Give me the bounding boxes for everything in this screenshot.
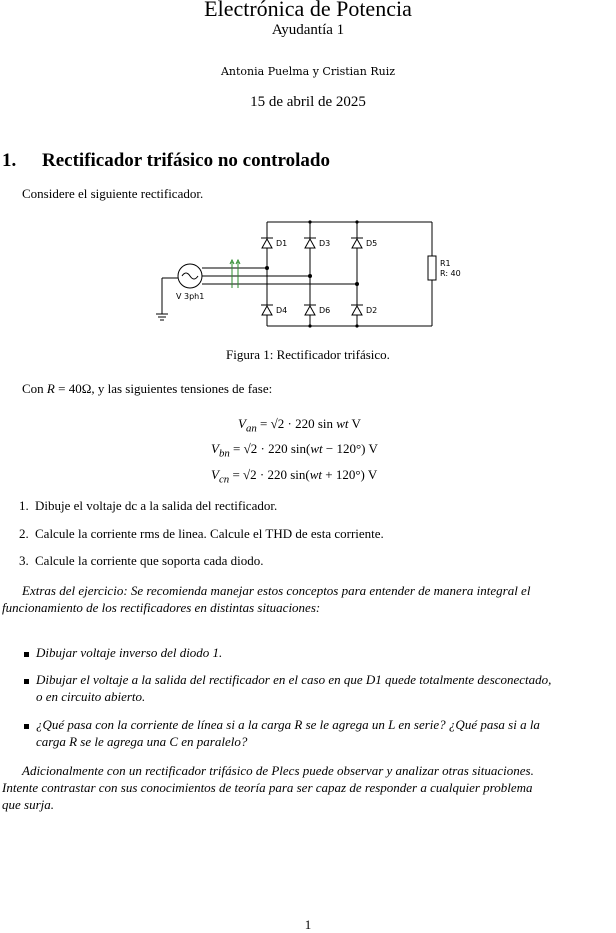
diode-label-d1: D1 — [276, 239, 288, 248]
equation-vcn: $V_{cn} = √2 \cdot 220$ sin(wt + 120°) V — [211, 467, 378, 486]
diode-d6 — [304, 305, 316, 315]
figure-caption: Figura 1: Rectificador trifásico. — [226, 347, 390, 362]
source-label: V 3ph1 — [176, 292, 205, 301]
extras-intro-line-2: funcionamiento de los rectificadores en distintas situaciones: — [2, 600, 321, 615]
extra-item-2-line-2: o en circuito abierto. — [36, 689, 146, 704]
resistor-value: R: 40 — [440, 269, 461, 278]
diode-label-d3: D3 — [319, 239, 331, 248]
conditions-text: Con R = 40Ω, y las siguientes tensiones de fase: — [22, 381, 273, 396]
bullet-marker — [24, 724, 29, 729]
page-number: 1 — [304, 917, 312, 932]
authors: Antonia Puelma y Cristian Ruiz — [220, 65, 396, 78]
intro-text: Considere el siguiente rectificador. — [22, 186, 204, 201]
diode-d3 — [304, 238, 316, 248]
extras-intro-line-1: Extras del ejercicio: Se recomienda manejar estos conceptos para entender de manera integral el — [22, 583, 531, 598]
diode-label-d5: D5 — [366, 239, 378, 248]
section-number: 1. — [2, 150, 17, 171]
document-subtitle: Ayudantía 1 — [271, 22, 345, 38]
r-variable: R — [46, 381, 55, 396]
diode-d4 — [261, 305, 273, 315]
question-3: 3. Calcule la corriente que soporta cada diodo. — [19, 553, 264, 568]
resistor-r1 — [428, 256, 436, 280]
diode-d2 — [351, 305, 363, 315]
extra-item-3-line-1: ¿Qué pasa con la corriente de línea si a la carga R se le agrega un L en serie? ¿Qué pasa si a la — [36, 717, 540, 732]
section-heading — [2, 150, 330, 172]
document-title: Electrónica de Potencia — [204, 0, 412, 21]
rectifier-circuit-diagram — [150, 212, 470, 330]
diode-label-d6: D6 — [319, 306, 331, 315]
sine-glyph — [182, 273, 198, 279]
question-1: 1. Dibuje el voltaje dc a la salida del rectificador. — [19, 498, 278, 513]
resistor-name: R1 — [440, 259, 451, 268]
equation-vbn: $V_{bn} = √2 \cdot 220$ sin(wt − 120°) V — [211, 441, 378, 460]
diode-d5 — [351, 238, 363, 248]
diode-label-d4: D4 — [276, 306, 288, 315]
closing-line-1: Adicionalmente con un rectificador trifásico de Plecs puede observar y analizar otras situaciones. — [22, 763, 534, 778]
closing-line-2: Intente contrastar con sus conocimientos de teoría para ser capaz de responder a cualquier problema — [2, 780, 533, 795]
date: 15 de abril de 2025 — [250, 94, 366, 110]
equation-van: $V_{an} = √2 \cdot 220$ sin wt V — [238, 416, 361, 435]
diode-d1 — [261, 238, 273, 248]
question-2: 2. Calcule la corriente rms de linea. Calcule el THD de esta corriente. — [19, 526, 384, 541]
extra-item-3-line-2: carga R se le agrega una C en paralelo? — [36, 734, 248, 749]
bullet-marker — [24, 652, 29, 657]
extra-item-1: Dibujar voltaje inverso del diodo 1. — [36, 645, 223, 660]
section-title: Rectificador trifásico no controlado — [42, 150, 330, 171]
bullet-marker — [24, 679, 29, 684]
diode-label-d2: D2 — [366, 306, 378, 315]
extra-item-2-line-1: Dibujar el voltaje a la salida del rectificador en el caso en que D1 quede totalmente desconectado, — [36, 672, 552, 687]
closing-line-3: que surja. — [2, 797, 54, 812]
